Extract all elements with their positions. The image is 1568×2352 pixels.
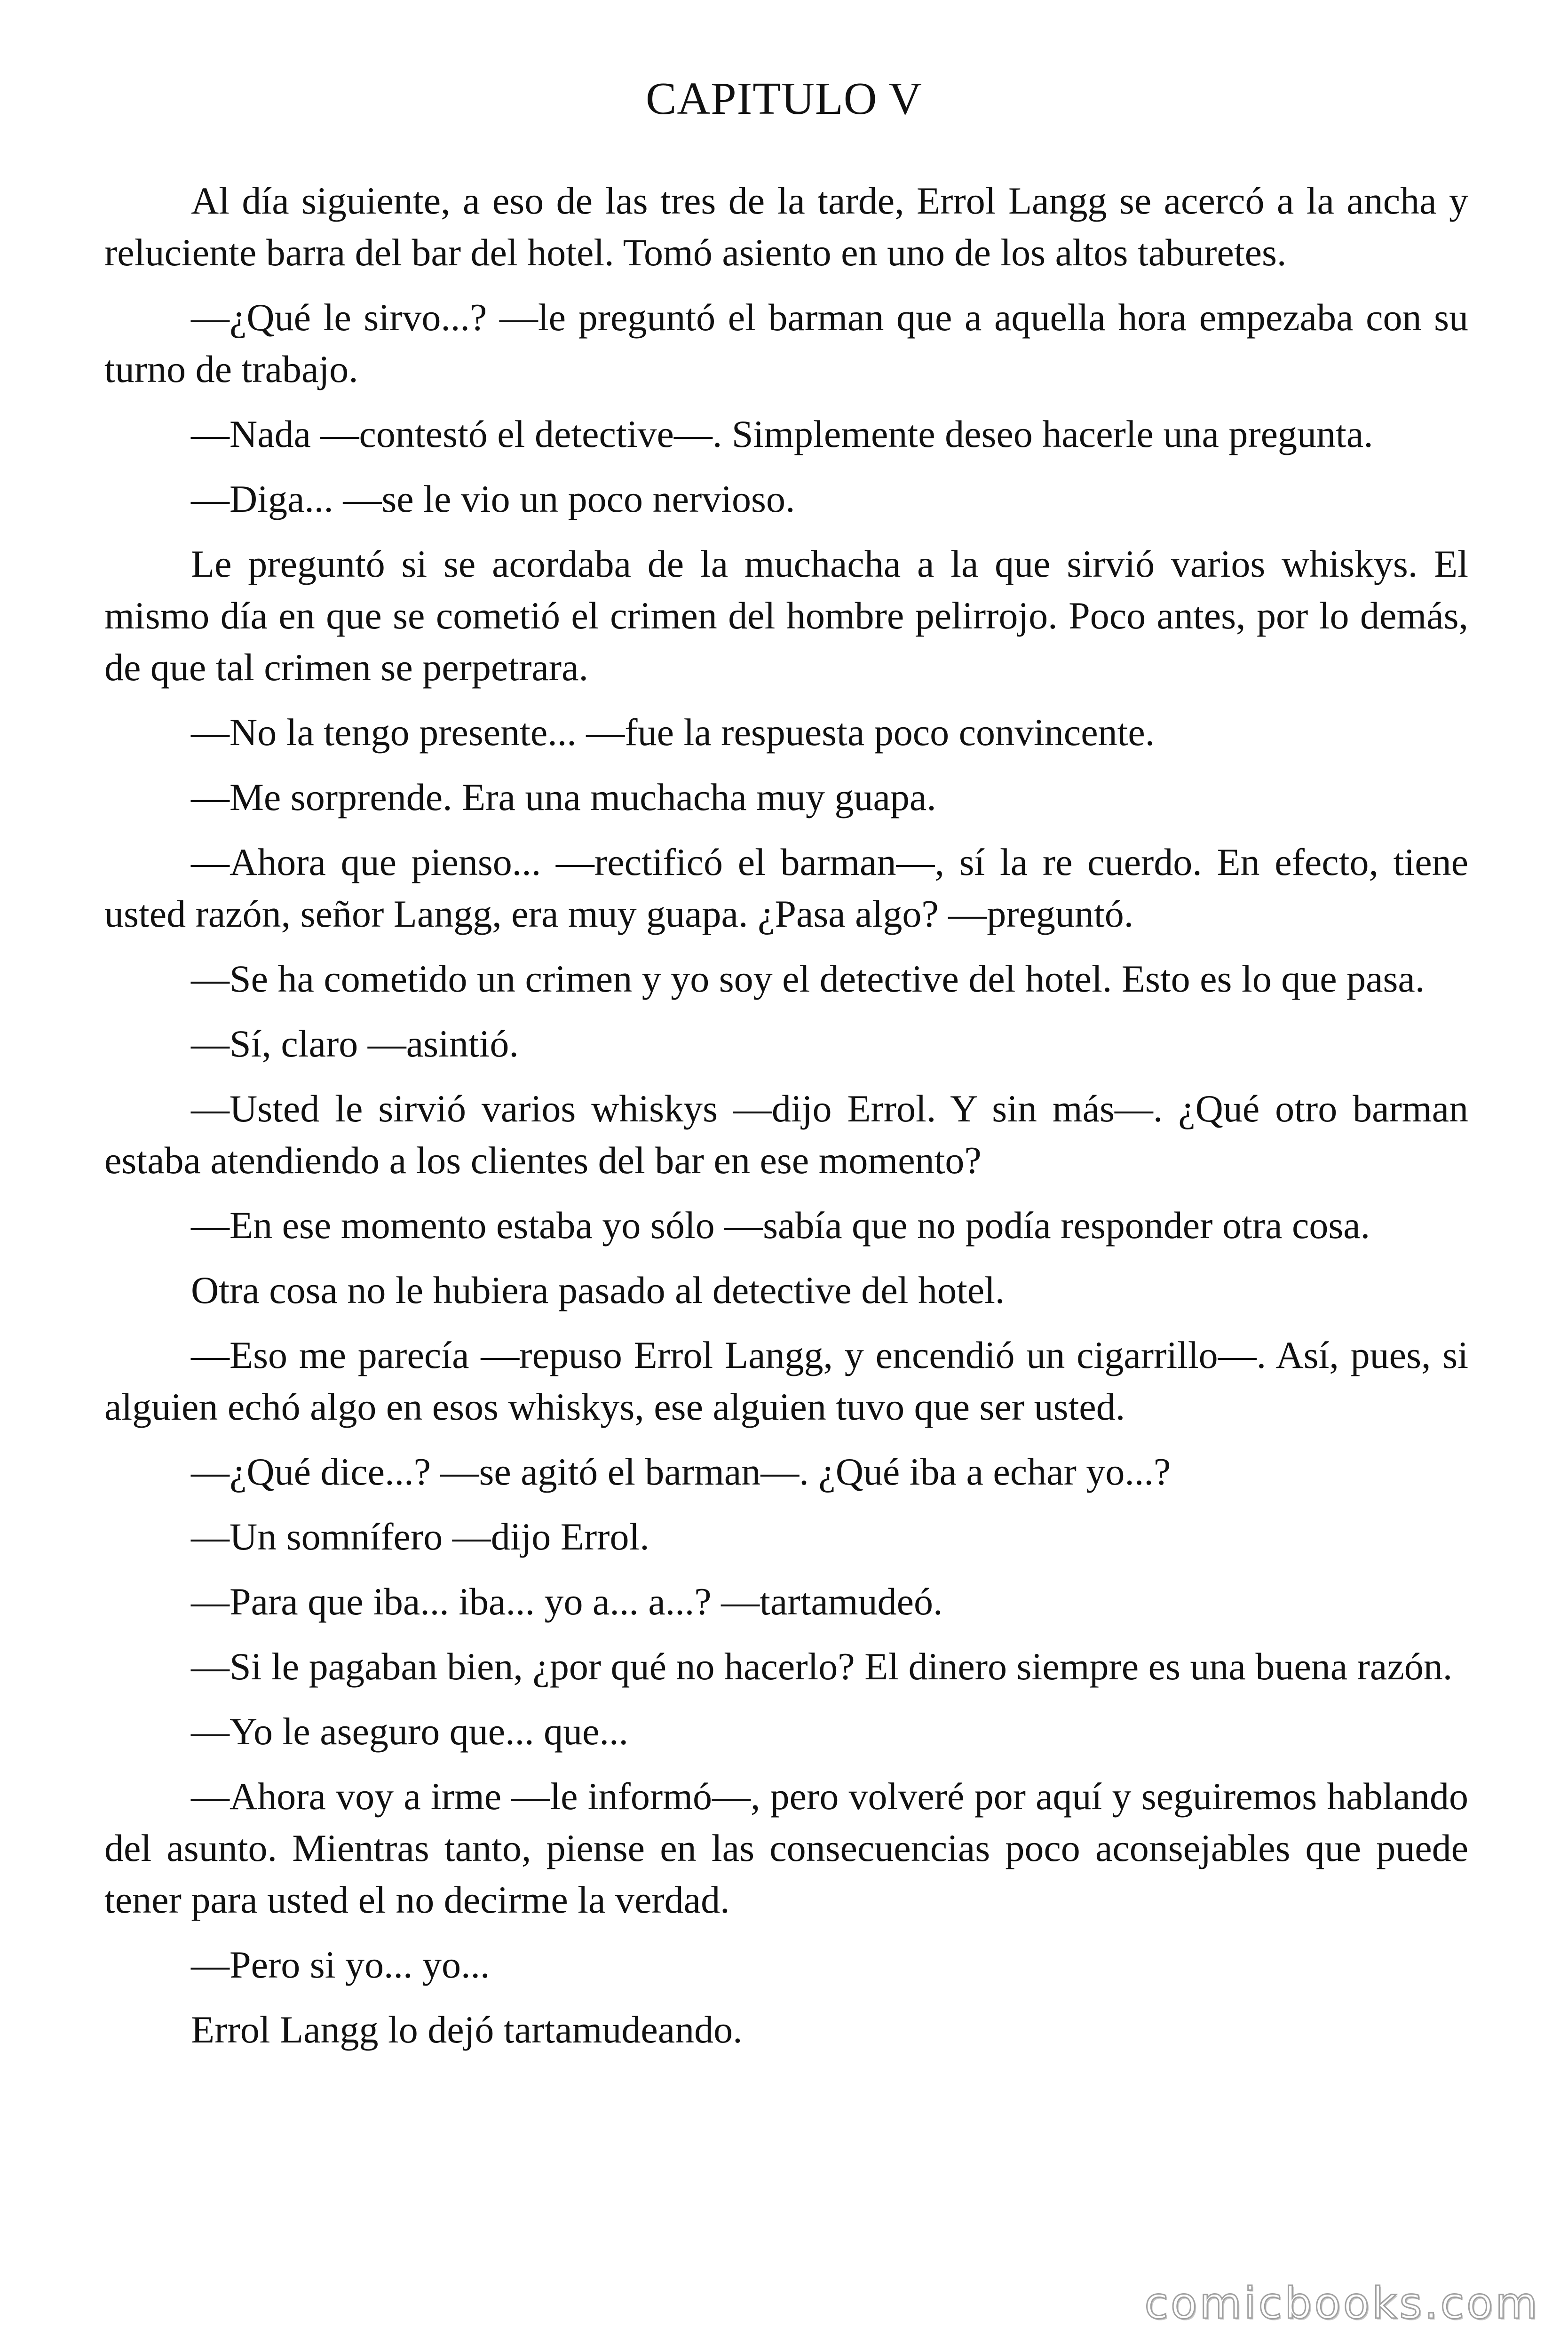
- chapter-title: CAPITULO V: [645, 73, 923, 124]
- paragraph: —Un somnífero —dijo Errol.: [191, 1515, 649, 1558]
- paragraph: —Me sorprende. Era una muchacha muy guapa.: [191, 776, 936, 818]
- paragraph: Al día siguiente, a eso de las tres de la tarde, Errol Langg se acercó a la ancha y reluciente barra del bar del hotel. Tomó asiento en uno de los altos taburetes.: [104, 179, 1468, 274]
- paragraph: —No la tengo presente... —fue la respuesta poco convincente.: [191, 711, 1155, 754]
- paragraph: —Eso me parecía —repuso Errol Langg, y encendió un cigarrillo—. Así, pues, si alguien echó algo en esos whiskys, ese alguien tuvo que ser usted.: [104, 1334, 1468, 1428]
- paragraph: —Sí, claro —asintió.: [191, 1022, 519, 1065]
- paragraph: —En ese momento estaba yo sólo —sabía que no podía responder otra cosa.: [191, 1204, 1370, 1247]
- paragraph: Le preguntó si se acordaba de la muchacha a la que sirvió varios whiskys. El mismo día en que se cometió el crimen del hombre pelirrojo. Poco antes, por lo demás, de que tal crimen se perpetrara.: [104, 542, 1468, 689]
- paragraph: Otra cosa no le hubiera pasado al detective del hotel.: [191, 1269, 1005, 1311]
- watermark: comicbooks.com: [1144, 2278, 1540, 2328]
- paragraph: —Usted le sirvió varios whiskys —dijo Errol. Y sin más—. ¿Qué otro barman estaba atendiendo a los clientes del bar en ese momento?: [104, 1087, 1468, 1182]
- paragraph: —¿Qué le sirvo...? —le preguntó el barman que a aquella hora empezaba con su turno de trabajo.: [104, 296, 1468, 390]
- paragraph: —Pero si yo... yo...: [191, 1943, 490, 1986]
- paragraph: —Ahora voy a irme —le informó—, pero volveré por aquí y seguiremos hablando del asunto. Mientras tanto, piense en las consecuencias poco aconsejables que puede tener para usted el no decirme la verdad.: [104, 1775, 1468, 1921]
- paragraph: —¿Qué dice...? —se agitó el barman—. ¿Qué iba a echar yo...?: [191, 1450, 1171, 1493]
- paragraph: —Se ha cometido un crimen y yo soy el detective del hotel. Esto es lo que pasa.: [191, 957, 1425, 1000]
- paragraph: Errol Langg lo dejó tartamudeando.: [191, 2008, 743, 2051]
- paragraph: —Yo le aseguro que... que...: [191, 1710, 628, 1753]
- paragraph: —Si le pagaban bien, ¿por qué no hacerlo? El dinero siempre es una buena razón.: [191, 1645, 1453, 1688]
- paragraph: —Diga... —se le vio un poco nervioso.: [191, 477, 795, 520]
- chapter-body: [104, 175, 1468, 2069]
- paragraph: —Para que iba... iba... yo a... a...? —tartamudeó.: [191, 1580, 943, 1623]
- paragraph: —Ahora que pienso... —rectificó el barman—, sí la re cuerdo. En efecto, tiene usted razón, señor Langg, era muy guapa. ¿Pasa algo? —preguntó.: [104, 841, 1468, 935]
- paragraph: —Nada —contestó el detective—. Simplemente deseo hacerle una pregunta.: [191, 413, 1373, 455]
